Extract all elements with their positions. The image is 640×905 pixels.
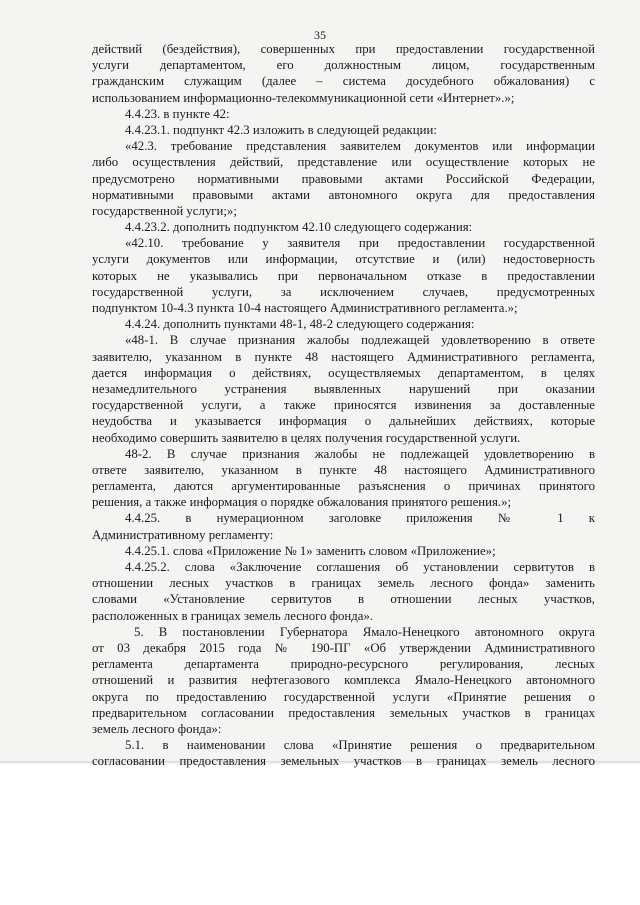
text-line: действий (бездействия), совершенных при предоставлении государственной [92, 42, 595, 56]
text-line: неудобства и указывается информация о дальнейших действиях, которые [92, 414, 595, 429]
document-body [92, 41, 595, 769]
text-line: Административному регламенту: [92, 527, 274, 542]
text-line: 4.4.23. в пункте 42: [125, 106, 230, 121]
text-line: использованием информационно-телекоммуникационной сети «Интернет».»; [92, 90, 515, 105]
text-line: отношений и развития нефтегазового комплекса Ямало-Ненецкого автономного [92, 673, 595, 688]
text-line: 4.4.25. в нумерационном заголовке приложения № 1 к [125, 511, 595, 526]
text-line: «42.10. требование у заявителя при предоставлении государственной [125, 236, 595, 251]
text-line: 4.4.23.2. дополнить подпунктом 42.10 следующего содержания: [125, 220, 473, 235]
text-line: необходимо совершить заявителю в целях получения государственной услуги. [92, 430, 521, 445]
text-line: расположенных в границах земель лесного фонда». [92, 608, 374, 623]
text-line: 5. В постановлении Губернатора Ямало-Ненецкого автономного округа [134, 624, 595, 639]
text-line: отношении лесных участков в границах земель лесного фонда» заменить [92, 576, 595, 591]
text-line: 4.4.25.1. слова «Приложение № 1» заменить словом «Приложение»; [125, 543, 496, 558]
text-line: земель лесного фонда»: [92, 721, 222, 736]
text-line: дается информация о действиях, осуществляемых департаментом, в целях [92, 365, 595, 380]
text-line: ответе заявителю, указанном в пункте 48 настоящего Административного [92, 462, 595, 477]
text-line: согласовании предоставления земельных участков в границах земель лесного [92, 754, 595, 769]
text-line: предусмотрено нормативными правовыми актами Российской Федерации, [92, 171, 595, 186]
text-line: 4.4.24. дополнить пунктами 48-1, 48-2 следующего содержания: [125, 317, 475, 332]
text-line: нормативными правовыми актами автономного округа для предоставления [92, 187, 595, 202]
text-line: 48-2. В случае признания жалобы не подлежащей удовлетворению в [125, 446, 595, 461]
text-line: предварительном согласовании предоставления земельных участков в границах [92, 705, 595, 720]
text-line: государственной услуги, а также приносятся извинения за доставленные [92, 398, 595, 413]
text-line: «42.3. требование представления заявителем документов или информации [125, 139, 595, 154]
text-line: незамедлительного устранения выявленных нарушений при оказании [92, 381, 595, 396]
text-line: 4.4.25.2. слова «Заключение соглашения об установлении сервитутов в [125, 560, 595, 574]
text-line: регламента департамента природно-ресурсного регулирования, лесных [92, 657, 595, 672]
text-line: государственной услуги;»; [92, 203, 237, 218]
text-line: заявителю, указанном в пункте 48 настоящего Административного регламента, [92, 349, 595, 364]
text-line: регламента, даются аргументированные разъяснения о причинах принятого [92, 479, 595, 494]
page-number: 35 [314, 28, 326, 42]
text-line: 4.4.23.1. подпункт 42.3 изложить в следующей редакции: [125, 122, 437, 137]
text-line: подпунктом 10-4.3 пункта 10-4 настоящего Административного регламента.»; [92, 301, 518, 315]
text-line: государственной услуги, за исключением случаев, предусмотренных [92, 284, 595, 299]
text-line: услуги департаментом, его должностным лицом, государственным [92, 58, 595, 73]
text-line: услуги документов или информации, отсутствие и (или) недостоверность [92, 252, 595, 267]
text-line: от 03 декабря 2015 года № 190-ПГ «Об утверждении Административного [92, 640, 595, 655]
text-line: словами «Установление сервитутов в отношении лесных участков, [92, 592, 595, 607]
text-line: которых не указывались при первоначальном отказе в предоставлении [92, 268, 595, 283]
text-line: решения, а также информация о порядке обжалования принятого решения.»; [92, 495, 512, 510]
text-line: округа по предоставлению государственной услуги «Принятие решения о [92, 689, 595, 704]
text-line: либо осуществления действий, представление или осуществление которых не [92, 155, 595, 170]
text-line: гражданским служащим (далее – система досудебного обжалования) с [92, 74, 595, 89]
text-line: 5.1. в наименовании слова «Принятие решения о предварительном [125, 738, 595, 753]
text-line: «48-1. В случае признания жалобы подлежащей удовлетворению в ответе [125, 333, 595, 348]
